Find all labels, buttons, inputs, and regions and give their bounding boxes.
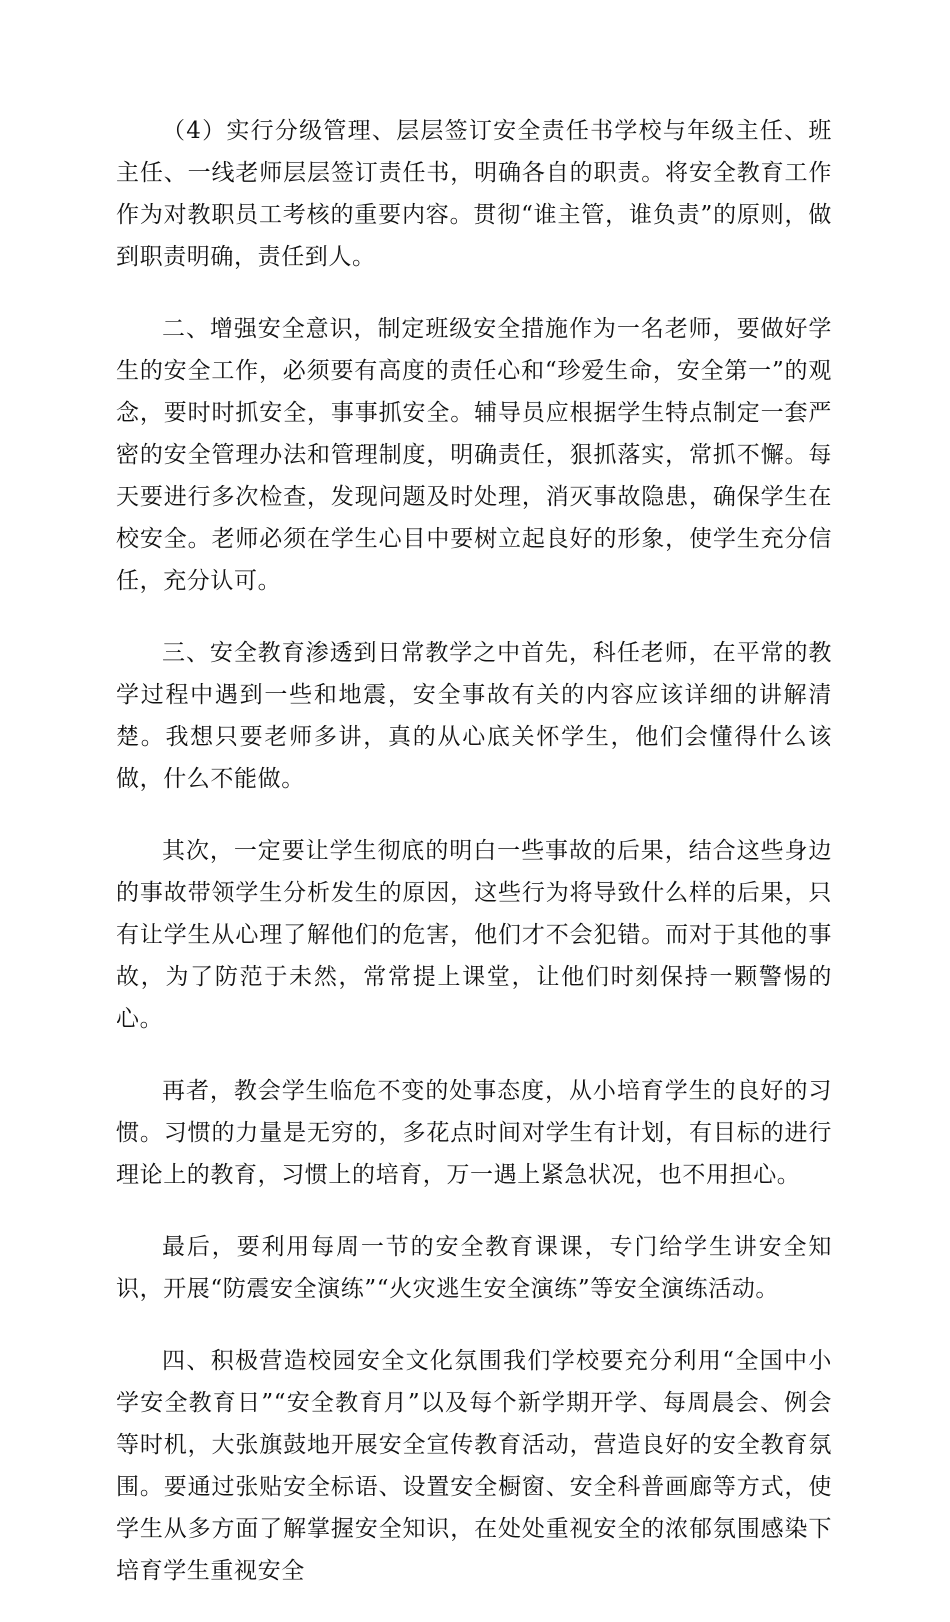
paragraph-teaching-integration: 三、安全教育渗透到日常教学之中首先，科任老师，在平常的教学过程中遇到一些和地震，安全事故有关的内容应该详细的讲解清楚。我想只要老师多讲，真的从心底关怀学生，他们会懂得什么该做，什么不能做。 bbox=[116, 640, 832, 792]
paragraph-accident-consequences: 其次，一定要让学生彻底的明白一些事故的后果，结合这些身边的事故带领学生分析发生的原因，这些行为将导致什么样的后果，只有让学生从心理了解他们的危害，他们才不会犯错。而对于其他的事故，为了防范于未然，常常提上课堂，让他们时刻保持一颗警惕的心。 bbox=[116, 838, 832, 1032]
paragraph-graded-management: （4）实行分级管理、层层签订安全责任书学校与年级主任、班主任、一线老师层层签订责任书，明确各自的职责。将安全教育工作作为对教职员工考核的重要内容。贯彻“谁主管，谁负责”的原则，做到职责明确，责任到人。 bbox=[116, 118, 832, 270]
paragraph-good-habits: 再者，教会学生临危不变的处事态度，从小培育学生的良好的习惯。习惯的力量是无穷的，多花点时间对学生有计划，有目标的进行理论上的教育，习惯上的培育，万一遇上紧急状况，也不用担心。 bbox=[116, 1078, 832, 1188]
paragraph-safety-awareness: 二、增强安全意识，制定班级安全措施作为一名老师，要做好学生的安全工作，必须要有高度的责任心和“珍爱生命，安全第一”的观念，要时时抓安全，事事抓安全。辅导员应根据学生特点制定一套严密的安全管理办法和管理制度，明确责任，狠抓落实，常抓不懈。每天要进行多次检查，发现问题及时处理，消灭事故隐患，确保学生在校安全。老师必须在学生心目中要树立起良好的形象，使学生充分信任，充分认可。 bbox=[116, 316, 832, 594]
document-body bbox=[116, 110, 832, 1622]
paragraph-weekly-lessons: 最后，要利用每周一节的安全教育课课，专门给学生讲安全知识，开展“防震安全演练”“火灾逃生安全演练”等安全演练活动。 bbox=[116, 1234, 832, 1302]
paragraph-campus-culture: 四、积极营造校园安全文化氛围我们学校要充分利用“全国中小学安全教育日”“安全教育月”以及每个新学期开学、每周晨会、例会等时机，大张旗鼓地开展安全宣传教育活动，营造良好的安全教育氛围。要通过张贴安全标语、设置安全橱窗、安全科普画廊等方式，使学生从多方面了解掌握安全知识，在处处重视安全的浓郁氛围感染下培育学生重视安全 bbox=[116, 1348, 832, 1584]
